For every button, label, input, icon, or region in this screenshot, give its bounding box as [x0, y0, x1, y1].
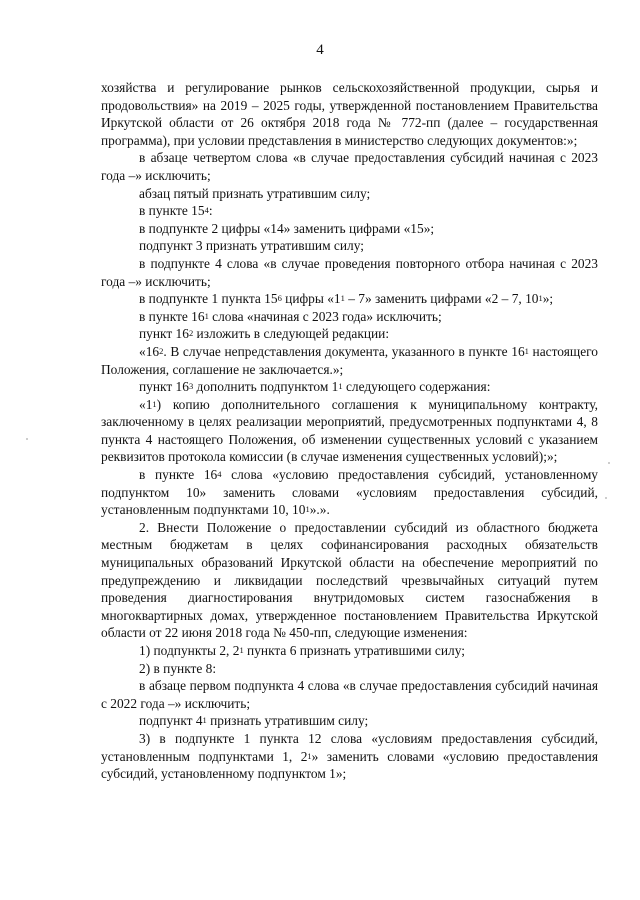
- scan-speck: [26, 438, 28, 440]
- page-number: 4: [316, 42, 324, 58]
- paragraph: в подпункте 4 слова «в случае проведения повторного отбора начиная с 2023 года –» исключить;: [101, 255, 598, 289]
- paragraph: подпункт 3 признать утратившим силу;: [139, 238, 364, 254]
- scan-speck: [608, 462, 610, 464]
- paragraph: в пункте $16^4$ слова «условию предоставления субсидий, установленному подпунктом 10» заменить словами «условиям предоставления субсидий, установленным подпунктами 10, $10^1$».».: [101, 467, 598, 518]
- paragraph: 2. Внести Положение о предоставлении субсидий из областного бюджета местным бюджетам в целях софинансирования расходных обязательств муниципальных образований Иркутской области на обеспечение мероприятий по предупреждению и ликвидации последствий чрезвычайных ситуаций путем проведения диагностирования внутридомовых систем газоснабжения в многоквартирных домах, утвержденное постановлением Правительства Иркутской области от 22 июня 2018 года № 450-пп, следующие изменения:: [101, 519, 598, 641]
- document-body: [101, 79, 598, 783]
- paragraph: в подпункте 1 пункта $15^6$ цифры «$1^1 - 7$» заменить цифрами «2 – 7, $10^1$»;: [139, 291, 554, 307]
- paragraph: в пункте $15^4$:: [139, 203, 213, 219]
- paragraph: 1) подпункты 2, $2^1$ пункта 6 признать утратившими силу;: [139, 643, 465, 658]
- scan-speck: [605, 497, 607, 499]
- paragraph: хозяйства и регулирование рынков сельскохозяйственной продукции, сырья и продовольствия» на 2019 – 2025 годы, утвержденной постановлением Правительства Иркутской области от 26 октября 2018 года № 772-пп (далее – государственная программа), при условии представления в министерство следующих документов:»;: [101, 80, 598, 148]
- paragraph: пункт $16^2$ изложить в следующей редакции:: [139, 326, 390, 342]
- paragraph: «$1^1$) копию дополнительного соглашения к муниципальному контракту, заключенному в целях реализации мероприятий, предусмотренных подпунктами 4, 8 пункта 4 настоящего Положения, об изменении существенных условий с указанием реквизитов протокола комиссии (в случае изменения существенных условий);»;: [101, 396, 598, 465]
- paragraph: в абзаце первом подпункта 4 слова «в случае предоставления субсидий начиная с 2022 года –» исключить;: [101, 678, 598, 711]
- paragraph: в абзаце четвертом слова «в случае предоставления субсидий начиная с 2023 года –» исключить;: [101, 150, 598, 183]
- paragraph: 3) в подпункте 1 пункта 12 слова «условиям предоставления субсидий, установленным подпунктами 1, $2^1$» заменить словами «условию предоставления субсидий, установленному подпунктом 1»;: [101, 730, 598, 782]
- paragraph: 2) в пункте 8:: [139, 660, 217, 676]
- paragraph: подпункт $4^1$ признать утратившим силу;: [139, 713, 369, 729]
- paragraph: абзац пятый признать утратившим силу;: [139, 185, 371, 201]
- paragraph: в пункте $16^1$ слова «начиная с 2023 года» исключить;: [139, 308, 442, 324]
- paragraph: в подпункте 2 цифры «14» заменить цифрами «15»;: [139, 220, 435, 236]
- paragraph: пункт $16^3$ дополнить подпунктом $1^1$ следующего содержания:: [139, 379, 491, 395]
- paragraph: «$16^2$. В случае непредставления документа, указанного в пункте $16^1$ настоящего Положения, соглашение не заключается.»;: [101, 343, 598, 377]
